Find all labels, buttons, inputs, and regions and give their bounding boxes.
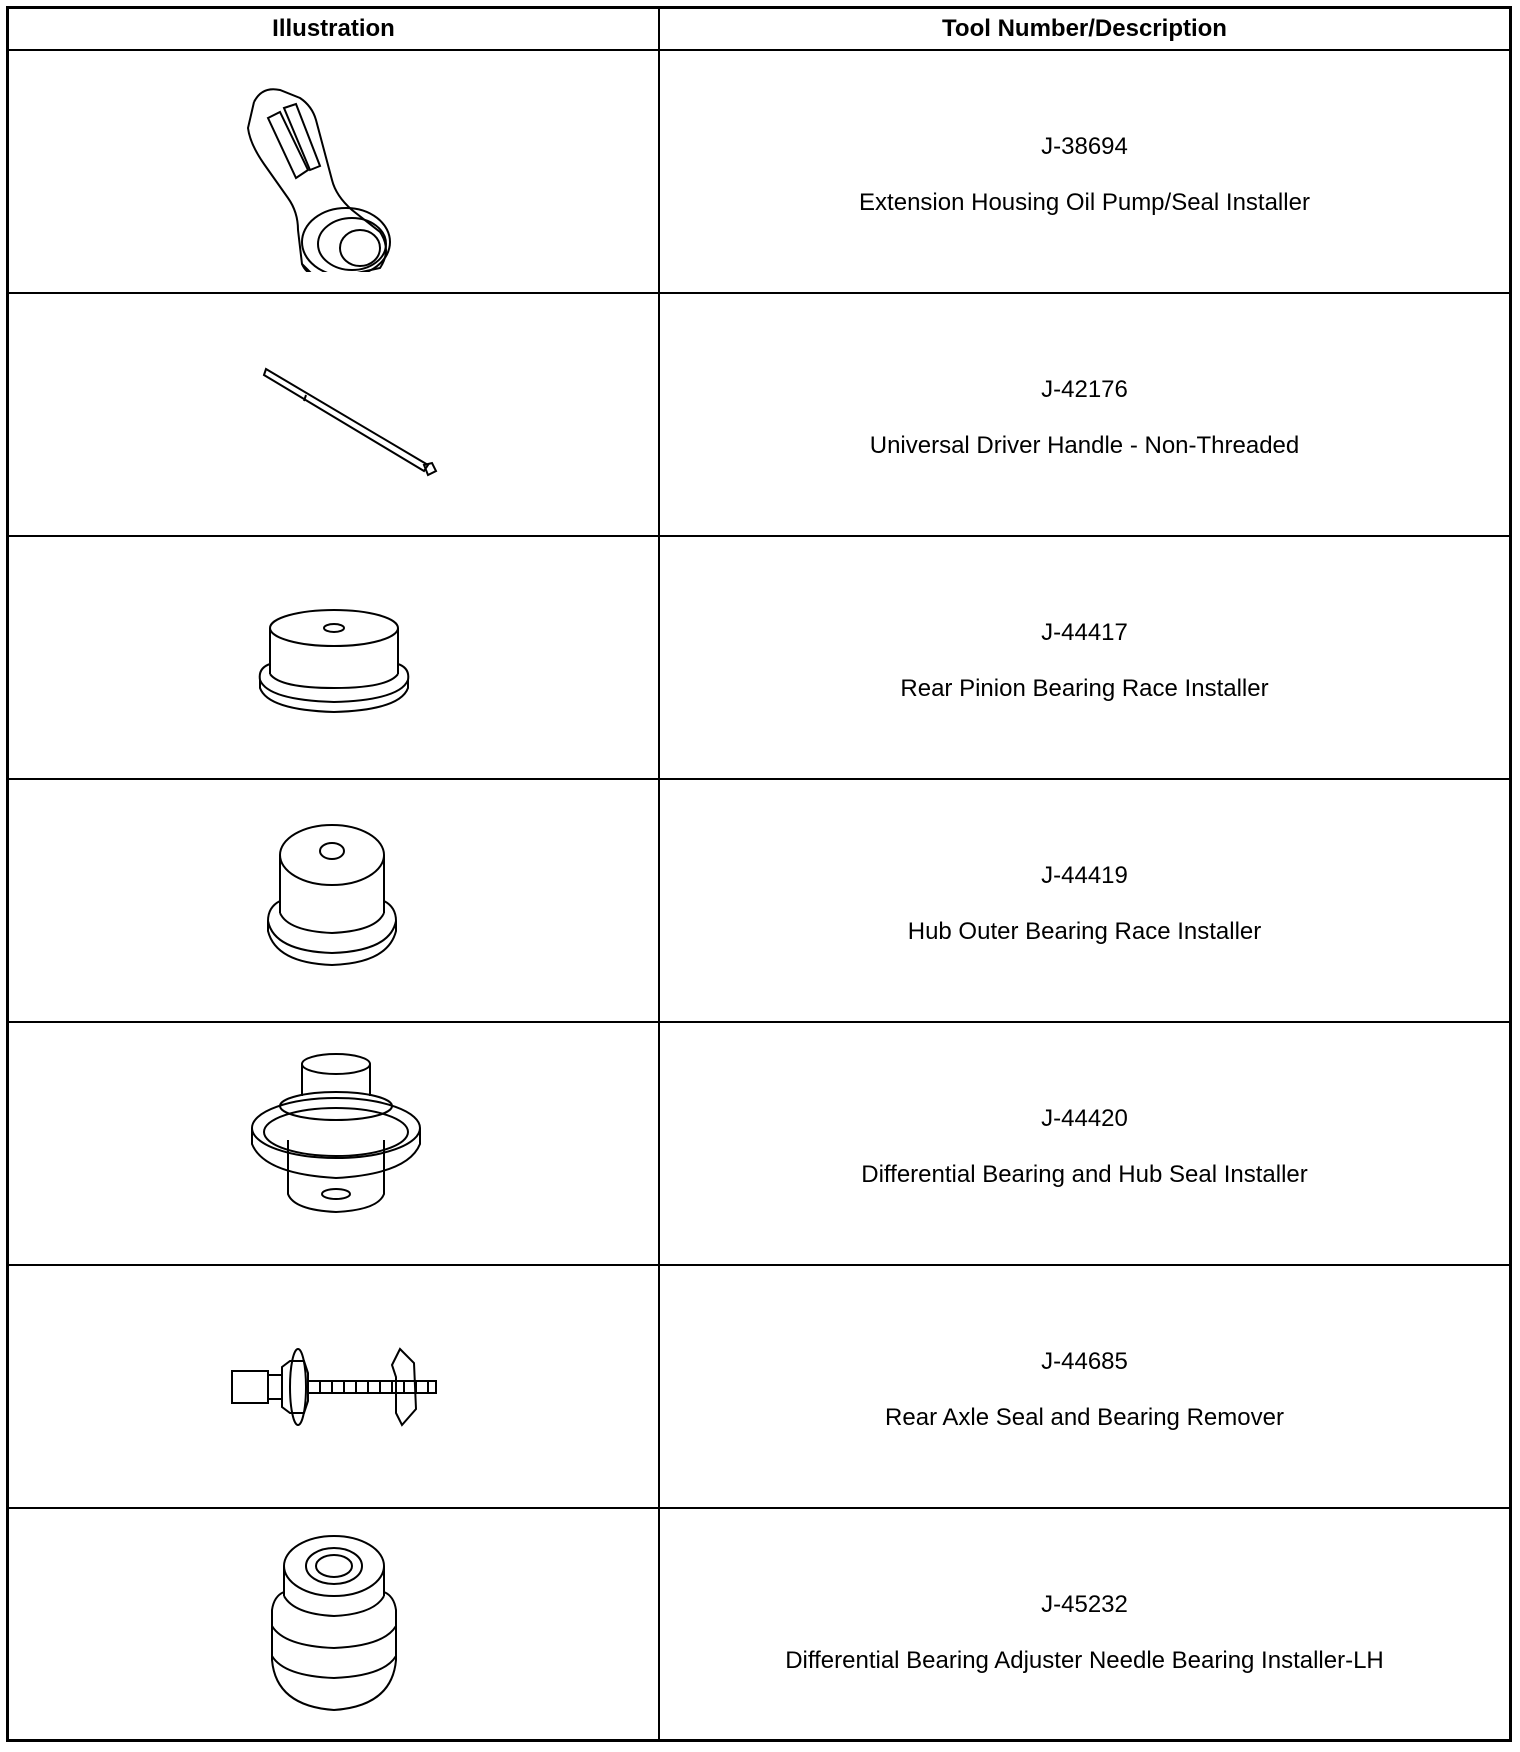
header-tool-number: Tool Number/Description <box>942 15 1227 42</box>
table-header <box>9 9 1509 51</box>
race-installer-icon <box>9 537 658 778</box>
axle-remover-icon <box>9 1266 658 1507</box>
table-row <box>9 1023 1509 1266</box>
tool-description: Extension Housing Oil Pump/Seal Installer <box>859 189 1310 216</box>
tool-number: J-38694 <box>1041 133 1128 160</box>
bearing-seal-installer-icon <box>9 1023 658 1264</box>
tool-number: J-44417 <box>1041 619 1128 646</box>
tool-number: J-44420 <box>1041 1105 1128 1132</box>
driver-handle-icon <box>9 294 658 535</box>
table-row <box>9 1266 1509 1509</box>
seal-installer-icon <box>9 51 658 292</box>
table-row <box>9 780 1509 1023</box>
tools-table <box>6 6 1512 1742</box>
tool-description: Hub Outer Bearing Race Installer <box>907 918 1262 945</box>
tool-number: J-44685 <box>1041 1348 1128 1375</box>
table-row <box>9 51 1509 294</box>
table-row <box>9 537 1509 780</box>
header-illustration: Illustration <box>272 15 395 42</box>
tool-description: Universal Driver Handle - Non-Threaded <box>869 432 1300 459</box>
hub-race-installer-icon <box>9 780 658 1021</box>
tool-description: Rear Pinion Bearing Race Installer <box>900 675 1269 702</box>
tool-description: Rear Axle Seal and Bearing Remover <box>885 1404 1284 1431</box>
table-row <box>9 1509 1509 1752</box>
tool-number: J-42176 <box>1041 376 1128 403</box>
tool-description: Differential Bearing Adjuster Needle Bearing Installer-LH <box>785 1647 1384 1674</box>
tool-number: J-45232 <box>1041 1591 1128 1618</box>
needle-bearing-installer-icon <box>9 1509 658 1750</box>
table-row <box>9 294 1509 537</box>
tool-number: J-44419 <box>1041 862 1128 889</box>
tool-description: Differential Bearing and Hub Seal Installer <box>861 1161 1308 1188</box>
